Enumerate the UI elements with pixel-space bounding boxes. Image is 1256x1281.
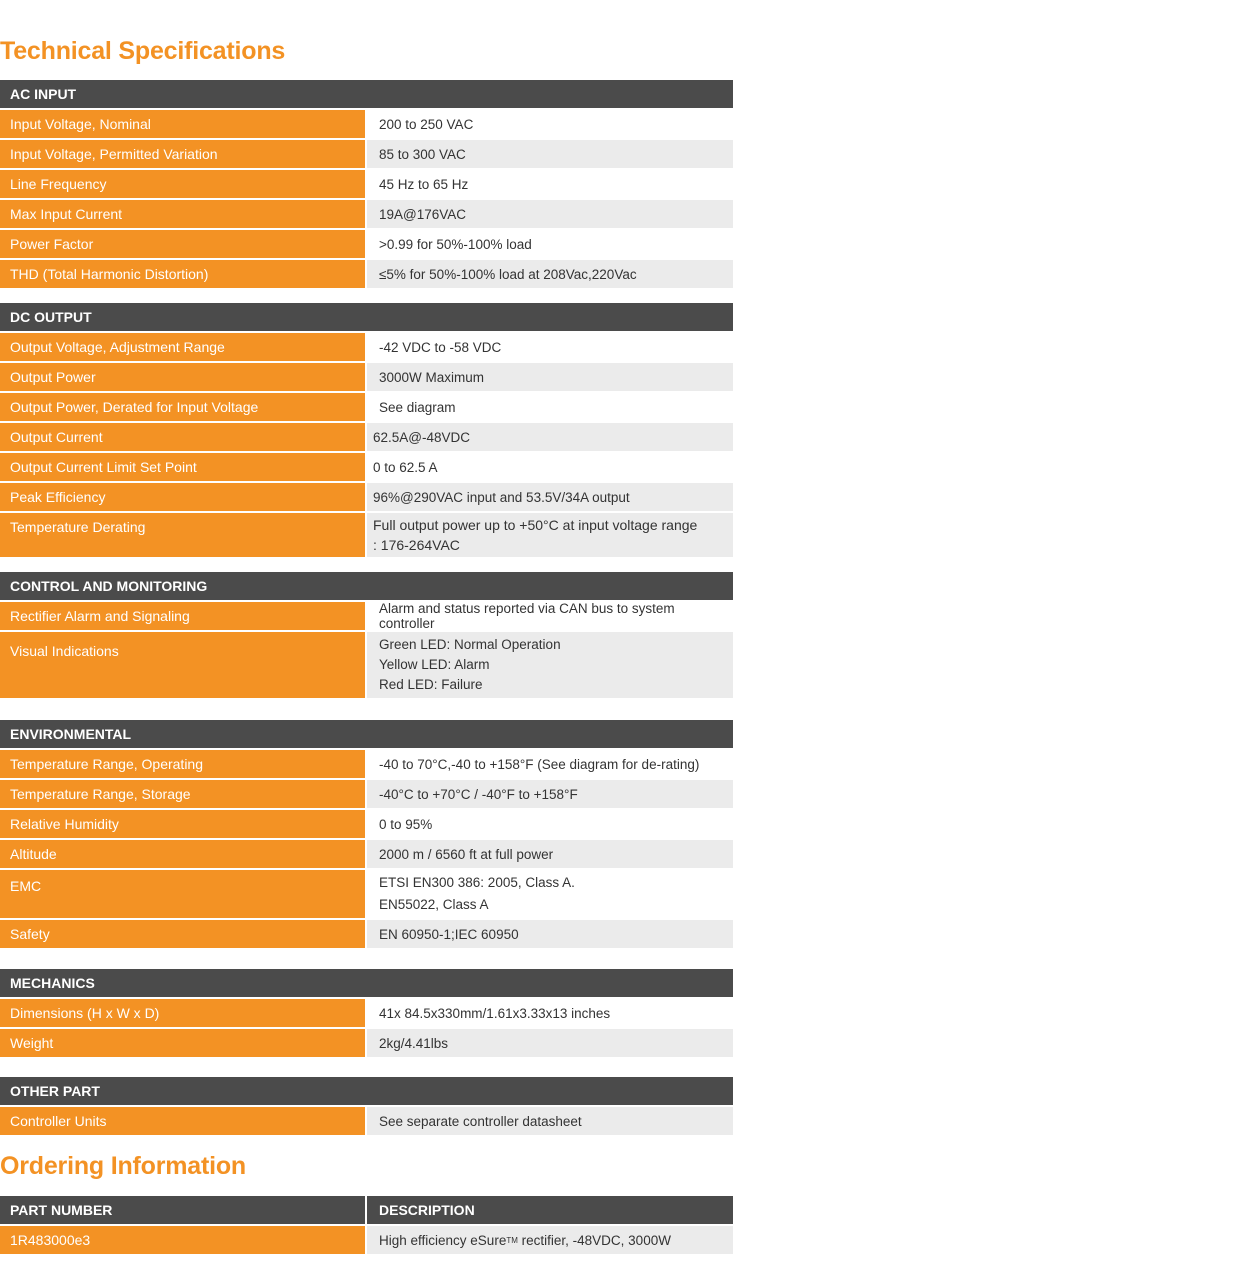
spec-label: Max Input Current (0, 200, 365, 228)
spec-value: ≤5% for 50%-100% load at 208Vac,220Vac (367, 260, 733, 288)
spec-value: EN 60950-1;IEC 60950 (367, 920, 733, 948)
spec-label: Output Current Limit Set Point (0, 453, 365, 481)
spec-label: Output Current (0, 423, 365, 451)
table-row (0, 230, 733, 258)
value-line: EN55022, Class A (379, 897, 489, 912)
spec-label: Line Frequency (0, 170, 365, 198)
table-row (0, 200, 733, 228)
ordering-header-row (0, 1196, 733, 1224)
spec-value: 200 to 250 VAC (367, 110, 733, 138)
table-row (0, 140, 733, 168)
value-line: Yellow LED: Alarm (379, 657, 490, 672)
spec-value: 45 Hz to 65 Hz (367, 170, 733, 198)
table-row (0, 333, 733, 361)
spec-value: 0 to 62.5 A (367, 453, 733, 481)
spec-label: Relative Humidity (0, 810, 365, 838)
table-row (0, 170, 733, 198)
spec-label: THD (Total Harmonic Distortion) (0, 260, 365, 288)
table-row (0, 602, 733, 630)
spec-value (367, 870, 733, 918)
spec-value: 3000W Maximum (367, 363, 733, 391)
table-row (0, 920, 733, 948)
spec-label: Input Voltage, Nominal (0, 110, 365, 138)
value-line: : 176-264VAC (373, 537, 460, 553)
spec-label: Weight (0, 1029, 365, 1057)
spec-label: Peak Efficiency (0, 483, 365, 511)
spec-label: Safety (0, 920, 365, 948)
table-row (0, 1226, 733, 1254)
value-line: Green LED: Normal Operation (379, 637, 561, 652)
control-monitoring-table (0, 572, 733, 698)
table-row (0, 999, 733, 1027)
spec-value: 2000 m / 6560 ft at full power (367, 840, 733, 868)
mechanics-table (0, 969, 733, 1057)
spec-label: Power Factor (0, 230, 365, 258)
table-row (0, 1107, 733, 1135)
table-row (0, 1029, 733, 1057)
description-text: High efficiency eSure (379, 1232, 507, 1248)
section-header: ENVIRONMENTAL (0, 720, 733, 748)
spec-value: 41x 84.5x330mm/1.61x3.33x13 inches (367, 999, 733, 1027)
column-header-part-number: PART NUMBER (0, 1196, 365, 1224)
spec-label: Output Voltage, Adjustment Range (0, 333, 365, 361)
table-row (0, 632, 733, 698)
spec-label: Temperature Range, Storage (0, 780, 365, 808)
spec-label: Temperature Derating (0, 513, 365, 557)
description-text: rectifier, -48VDC, 3000W (517, 1232, 671, 1248)
spec-label: Temperature Range, Operating (0, 750, 365, 778)
spec-value: See separate controller datasheet (367, 1107, 733, 1135)
table-row (0, 513, 733, 557)
spec-value: >0.99 for 50%-100% load (367, 230, 733, 258)
spec-label: Controller Units (0, 1107, 365, 1135)
table-row (0, 110, 733, 138)
spec-value: 19A@176VAC (367, 200, 733, 228)
table-row (0, 780, 733, 808)
spec-value: -40 to 70°C,-40 to +158°F (See diagram for de-rating) (367, 750, 733, 778)
column-header-description: DESCRIPTION (367, 1196, 733, 1224)
spec-value: 2kg/4.41lbs (367, 1029, 733, 1057)
page-title: Technical Specifications (0, 37, 286, 65)
spec-label: Dimensions (H x W x D) (0, 999, 365, 1027)
part-number: 1R483000e3 (0, 1226, 365, 1254)
table-row (0, 750, 733, 778)
spec-value (367, 632, 733, 698)
value-line: ETSI EN300 386: 2005, Class A. (379, 875, 575, 890)
spec-value (367, 513, 733, 557)
spec-label: Rectifier Alarm and Signaling (0, 602, 365, 630)
table-row (0, 870, 733, 918)
section-header: MECHANICS (0, 969, 733, 997)
table-row (0, 483, 733, 511)
value-line: Full output power up to +50°C at input voltage range (373, 517, 698, 533)
section-header: CONTROL AND MONITORING (0, 572, 733, 600)
spec-label: Output Power (0, 363, 365, 391)
environmental-table (0, 720, 733, 948)
spec-label: Output Power, Derated for Input Voltage (0, 393, 365, 421)
value-line: Red LED: Failure (379, 677, 483, 692)
spec-value: Alarm and status reported via CAN bus to system controller (367, 602, 733, 630)
dc-output-table (0, 303, 733, 557)
spec-value: 96%@290VAC input and 53.5V/34A output (367, 483, 733, 511)
spec-value: -42 VDC to -58 VDC (367, 333, 733, 361)
spec-label: Visual Indications (0, 632, 365, 698)
spec-label: EMC (0, 870, 365, 918)
ac-input-table (0, 80, 733, 288)
table-row (0, 810, 733, 838)
table-row (0, 260, 733, 288)
spec-value: 0 to 95% (367, 810, 733, 838)
ordering-title: Ordering Information (0, 1152, 247, 1180)
spec-label: Input Voltage, Permitted Variation (0, 140, 365, 168)
table-row (0, 393, 733, 421)
section-header: OTHER PART (0, 1077, 733, 1105)
trademark-mark: TM (506, 1235, 518, 1245)
table-row (0, 363, 733, 391)
spec-label: Altitude (0, 840, 365, 868)
section-header: DC OUTPUT (0, 303, 733, 331)
table-row (0, 453, 733, 481)
table-row (0, 423, 733, 451)
spec-value: 85 to 300 VAC (367, 140, 733, 168)
table-row (0, 840, 733, 868)
other-part-table (0, 1077, 733, 1135)
ordering-table (0, 1196, 733, 1254)
spec-value: 62.5A@-48VDC (367, 423, 733, 451)
part-description (367, 1226, 733, 1254)
spec-value: -40°C to +70°C / -40°F to +158°F (367, 780, 733, 808)
spec-value: See diagram (367, 393, 733, 421)
section-header: AC INPUT (0, 80, 733, 108)
